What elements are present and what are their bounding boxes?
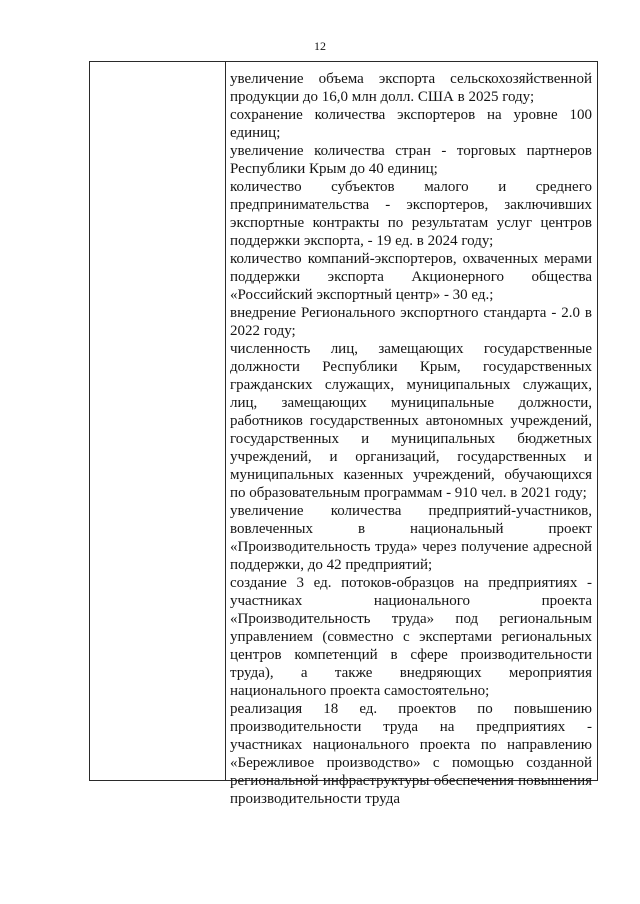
list-item: количество компаний-экспортеров, охваченных мерами поддержки экспорта Акционерного общества «Российский экспортный центр» - 30 ед.; <box>230 251 592 303</box>
document-table <box>89 61 598 807</box>
list-item: создание 3 ед. потоков-образцов на предприятиях - участниках национального проекта «Производительность труда» под региональным управлением (совместно с экспертами региональных центров компетенций в сфере производительности труда), а также внедряющих мероприятия национального проекта самостоятельно; <box>230 575 592 699</box>
list-item: сохранение количества экспортеров на уровне 100 единиц; <box>230 107 592 141</box>
table-right-column <box>230 70 592 808</box>
list-item: увеличение объема экспорта сельскохозяйственной продукции до 16,0 млн долл. США в 2025 году; <box>230 71 592 105</box>
list-item: реализация 18 ед. проектов по повышению производительности труда на предприятиях - участниках национального проекта по направлению «Бережливое производство» с помощью созданной региональной инфраструктуры обеспечения повышения производительности труда <box>230 701 592 807</box>
list-item: численность лиц, замещающих государственные должности Республики Крым, государственных гражданских служащих, муниципальных служащих, лиц, замещающих муниципальные должности, работников государственных автономных учреждений, государственных и муниципальных бюджетных учреждений, и организаций, государственных и муниципальных казенных учреждений, обучающихся по образовательным программам - 910 чел. в 2021 году; <box>230 341 592 501</box>
list-item: увеличение количества предприятий-участников, вовлеченных в национальный проект «Производительность труда» через получение адресной поддержки, до 42 предприятий; <box>230 503 592 573</box>
list-item: увеличение количества стран - торговых партнеров Республики Крым до 40 единиц; <box>230 143 592 177</box>
list-item: количество субъектов малого и среднего предпринимательства - экспортеров, заключивших экспортные контракты по результатам услуг центров поддержки экспорта, - 19 ед. в 2024 году; <box>230 179 592 249</box>
list-item: внедрение Регионального экспортного стандарта - 2.0 в 2022 году; <box>230 305 592 339</box>
table-left-column <box>90 62 226 780</box>
page-number: 12 <box>314 39 326 53</box>
